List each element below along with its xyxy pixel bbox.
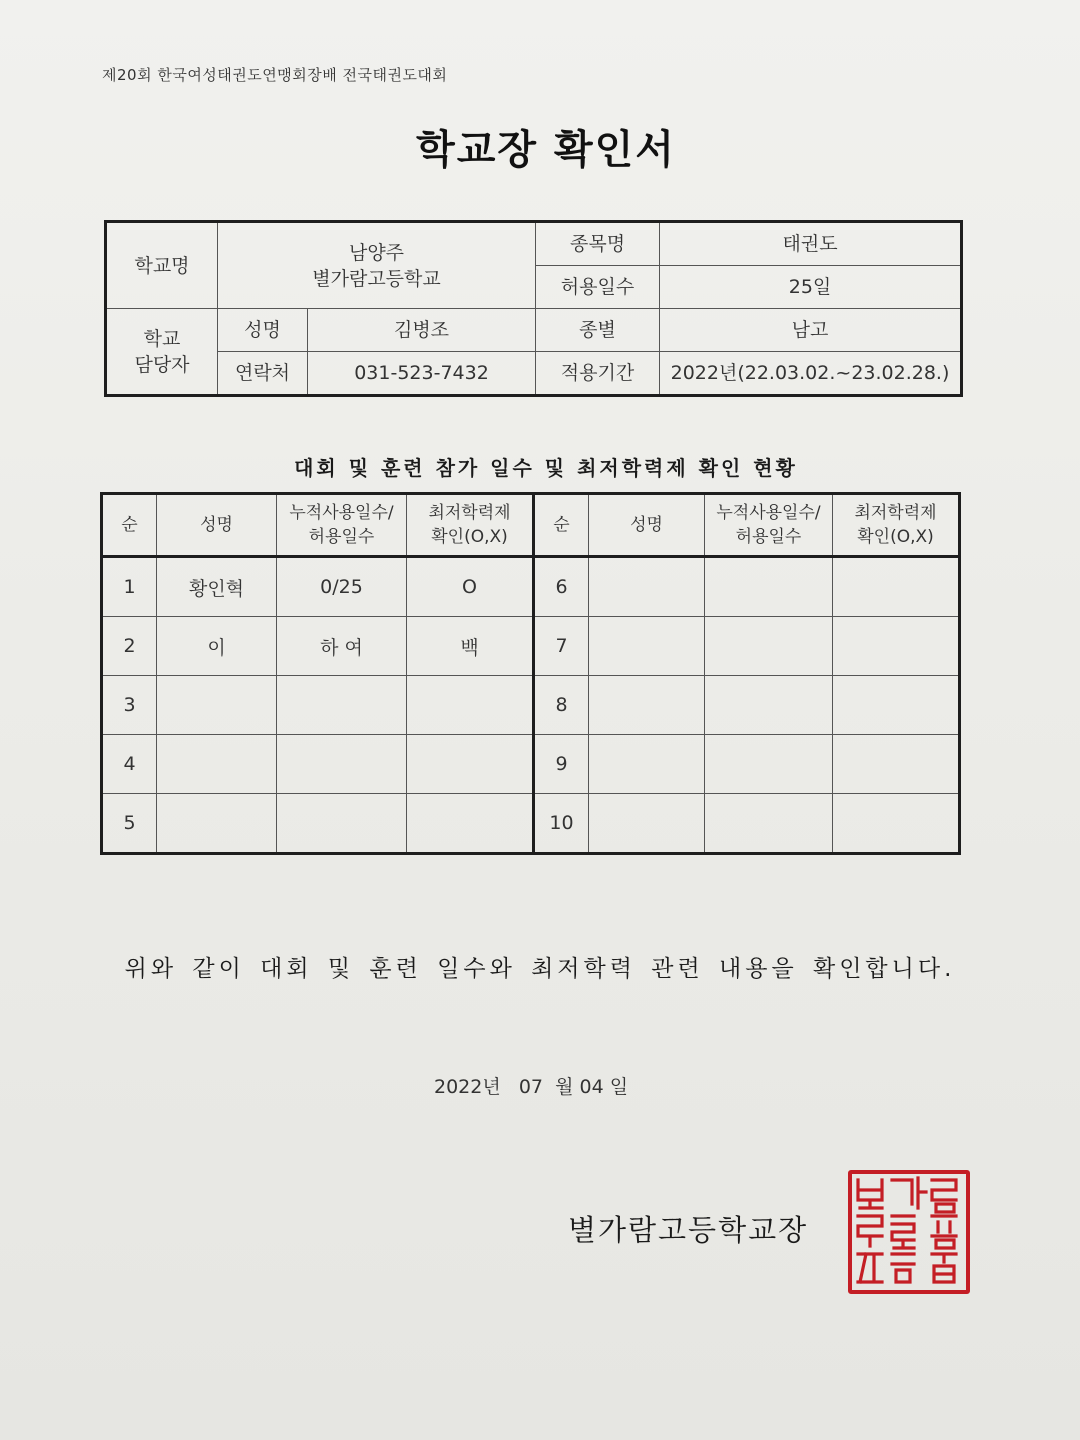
table-row: [102, 676, 960, 735]
row-name: [157, 794, 277, 854]
row-name: [589, 617, 705, 676]
table-row: [102, 617, 960, 676]
row-check: [833, 617, 960, 676]
row-no: 8: [534, 676, 589, 735]
row-check: [833, 557, 960, 617]
period-value: 2022년(22.03.02.~23.02.28.): [660, 352, 962, 396]
participants-header-row: [102, 494, 960, 557]
date-year: 2022년: [434, 1076, 501, 1098]
row-name: [589, 676, 705, 735]
participants-heading: 대회 및 훈련 참가 일수 및 최저학력제 확인 현황: [294, 456, 798, 480]
col-check-right: [833, 494, 960, 557]
school-info-table: [104, 220, 963, 397]
staff-label-line1: 학교: [143, 327, 181, 350]
category-label: 종별: [536, 309, 660, 352]
table-row: [102, 557, 960, 617]
staff-label-cell: [106, 309, 218, 396]
row-days: [705, 557, 833, 617]
row-check: [833, 735, 960, 794]
school-label: 학교명: [134, 254, 190, 277]
col-no-left: 순: [102, 494, 157, 557]
event-label: 종목명: [536, 222, 660, 266]
table-row: [102, 735, 960, 794]
row-no: 6: [534, 557, 589, 617]
allowed-days-label: 허용일수: [536, 266, 660, 309]
col-days-left: [277, 494, 407, 557]
col-check-line2: 확인(O,X): [857, 527, 934, 547]
row-days: [705, 617, 833, 676]
row-no: 4: [102, 735, 157, 794]
row-check: [407, 735, 534, 794]
col-days-right: [705, 494, 833, 557]
row-days: [705, 676, 833, 735]
row-days: [277, 794, 407, 854]
row-name: [589, 735, 705, 794]
col-days-line2: 허용일수: [308, 527, 375, 547]
event-subtitle: 제20회 한국여성태권도연맹회장배 전국태권도대회: [102, 66, 448, 84]
period-label: 적용기간: [536, 352, 660, 396]
row-name: 이: [157, 617, 277, 676]
seal-glyphs: [852, 1174, 966, 1290]
date-day-unit: 일: [609, 1076, 629, 1098]
school-name-line1: 남양주: [348, 241, 405, 264]
table-row: [102, 794, 960, 854]
row-no: 1: [102, 557, 157, 617]
col-name-right: 성명: [589, 494, 705, 557]
col-days-line1: 누적사용일수/: [289, 503, 394, 523]
row-name: [157, 735, 277, 794]
row-check: [833, 676, 960, 735]
confirmation-statement: 위와 같이 대회 및 훈련 일수와 최저학력 관련 내용을 확인합니다.: [124, 956, 956, 982]
row-check: [833, 794, 960, 854]
row-no: 5: [102, 794, 157, 854]
row-no: 3: [102, 676, 157, 735]
col-days-line1: 누적사용일수/: [716, 503, 821, 523]
contact-label: 연락처: [218, 352, 308, 396]
date-month: 07: [518, 1076, 544, 1098]
staff-label-line2: 담당자: [134, 353, 190, 376]
row-no: 9: [534, 735, 589, 794]
row-days: [277, 735, 407, 794]
name-label: 성명: [218, 309, 308, 352]
row-days: [705, 794, 833, 854]
school-seal-stamp: [848, 1170, 970, 1294]
col-name-left: 성명: [157, 494, 277, 557]
row-name: [157, 676, 277, 735]
school-label-cell: [106, 222, 218, 309]
name-value: 김병조: [308, 309, 536, 352]
category-value: 남고: [660, 309, 962, 352]
row-days: 0/25: [277, 557, 407, 617]
principal-signature: 별가람고등학교장: [568, 1213, 809, 1247]
row-check: [407, 794, 534, 854]
issue-date: [434, 1072, 628, 1099]
col-check-left: [407, 494, 534, 557]
row-name: 황인혁: [157, 557, 277, 617]
date-day: 04: [579, 1076, 604, 1098]
row-days: [277, 676, 407, 735]
col-days-line2: 허용일수: [735, 527, 802, 547]
row-days: 하 여: [277, 617, 407, 676]
row-days: [705, 735, 833, 794]
contact-value: 031-523-7432: [308, 352, 536, 396]
row-check: [407, 676, 534, 735]
participants-table: [100, 492, 961, 855]
document-title: 학교장 확인서: [416, 127, 676, 173]
row-check: O: [407, 557, 534, 617]
row-no: 2: [102, 617, 157, 676]
date-month-unit: 월: [555, 1076, 574, 1098]
row-name: [589, 794, 705, 854]
event-value: 태권도: [660, 222, 962, 266]
col-check-line2: 확인(O,X): [431, 527, 508, 547]
col-check-line1: 최저학력제: [854, 503, 937, 523]
row-no: 10: [534, 794, 589, 854]
row-name: [589, 557, 705, 617]
col-no-right: 순: [534, 494, 589, 557]
row-check: 백: [407, 617, 534, 676]
row-no: 7: [534, 617, 589, 676]
school-name-line2: 별가람고등학교: [312, 267, 441, 290]
school-name-cell: [218, 222, 536, 309]
allowed-days-value: 25일: [660, 266, 962, 309]
col-check-line1: 최저학력제: [428, 503, 511, 523]
